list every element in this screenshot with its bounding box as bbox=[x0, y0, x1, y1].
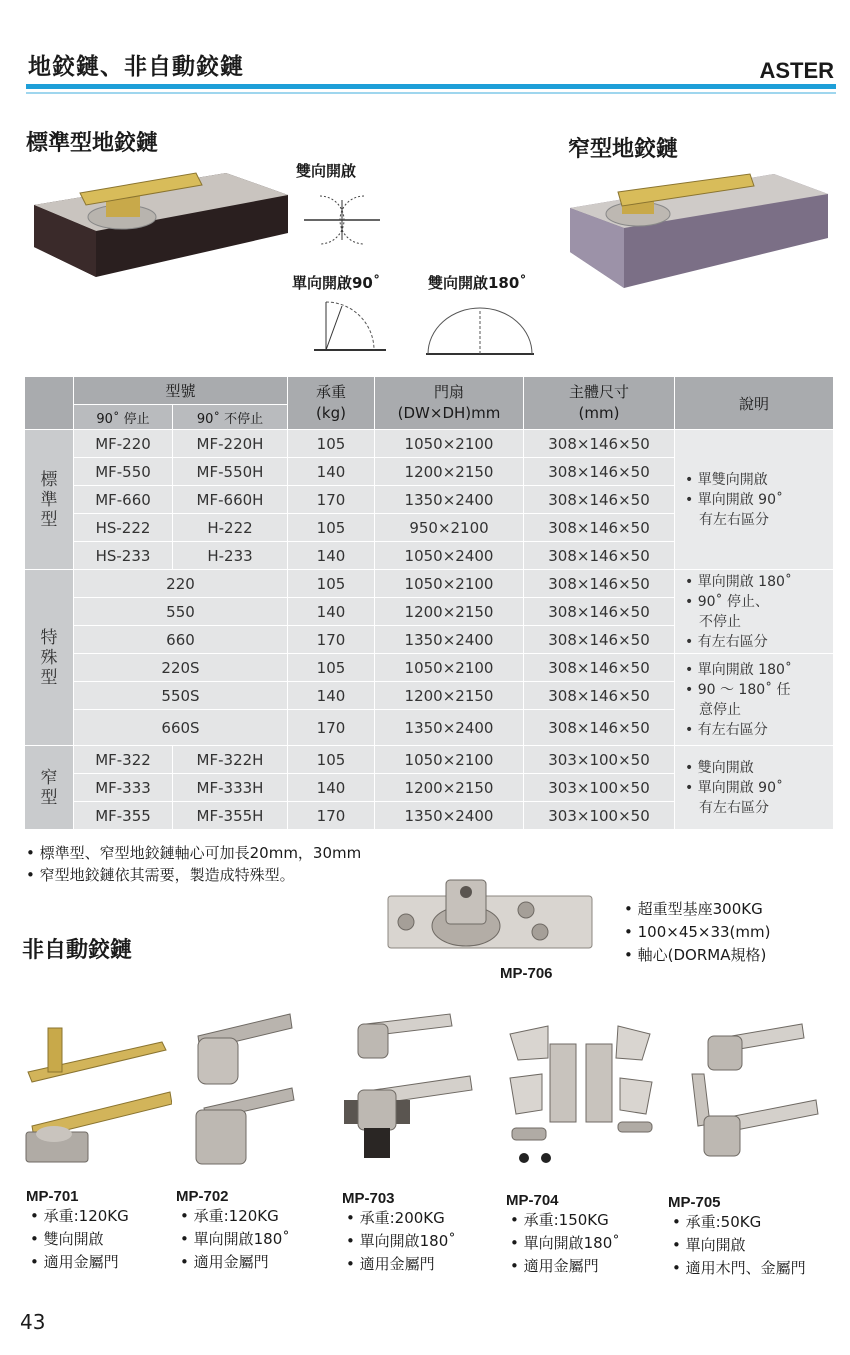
spec-line: • 適用金屬門 bbox=[30, 1253, 119, 1271]
cell: 140 bbox=[288, 774, 375, 802]
single-90-diagram bbox=[312, 298, 388, 358]
cell: HS-233 bbox=[74, 542, 173, 570]
mp705-image bbox=[684, 1016, 820, 1174]
spec-line: • 承重:120KG bbox=[30, 1207, 129, 1225]
note-line: • 單向開啟 90˚ bbox=[685, 779, 783, 796]
cell: 105 bbox=[288, 514, 375, 542]
note-line: • 90˚ 停止、 bbox=[685, 593, 769, 610]
cell: MF-322H bbox=[173, 746, 288, 774]
spec-line: • 適用木門、金屬門 bbox=[672, 1259, 806, 1277]
desc-header: 說明 bbox=[675, 377, 834, 430]
cell: MF-220H bbox=[173, 430, 288, 458]
spec-line: • 承重:50KG bbox=[672, 1213, 762, 1231]
note-line: 意停止 bbox=[699, 701, 741, 718]
cell: 308×146×50 bbox=[524, 598, 675, 626]
cell: 308×146×50 bbox=[524, 682, 675, 710]
mp703-image bbox=[340, 1010, 474, 1160]
cell: MF-333 bbox=[74, 774, 173, 802]
standard-hinge-title: 標準型地鉸鏈 bbox=[26, 131, 159, 156]
note-line: • 單向開啟 180˚ bbox=[685, 573, 792, 590]
cell: 308×146×50 bbox=[524, 486, 675, 514]
footnote-line: • 窄型地鉸鏈依其需要，製造成特殊型。 bbox=[26, 866, 295, 884]
cell: 303×100×50 bbox=[524, 774, 675, 802]
note-line: • 有左右區分 bbox=[685, 721, 768, 738]
table-row bbox=[25, 654, 834, 682]
stop-header: 90˚ 停止 bbox=[74, 405, 173, 430]
cell: HS-222 bbox=[74, 514, 173, 542]
note-special-2 bbox=[675, 654, 834, 746]
spec-line: • 單向開啟180˚ bbox=[346, 1232, 456, 1250]
note-line: 有左右區分 bbox=[699, 799, 769, 816]
spec-line: • 100×45×33(mm) bbox=[624, 923, 771, 941]
cell: 1050×2400 bbox=[375, 542, 524, 570]
spec-line: • 單向開啟180˚ bbox=[510, 1234, 620, 1252]
product-label: MP-701 bbox=[26, 1188, 79, 1205]
product-mp703 bbox=[342, 1190, 456, 1276]
group-narrow bbox=[25, 746, 74, 830]
spec-line: • 適用金屬門 bbox=[510, 1257, 599, 1275]
single-90-label: 單向開啟90˚ bbox=[292, 274, 381, 292]
cell: 308×146×50 bbox=[524, 570, 675, 598]
note-line: • 雙向開啟 bbox=[685, 759, 754, 776]
note-line: 有左右區分 bbox=[699, 511, 769, 528]
spec-line: • 適用金屬門 bbox=[346, 1255, 435, 1273]
group-standard-label: 標準型 bbox=[40, 469, 58, 530]
narrow-hinge-title: 窄型地鉸鏈 bbox=[568, 137, 679, 162]
cell: H-233 bbox=[173, 542, 288, 570]
cell: MF-355 bbox=[74, 802, 173, 830]
note-line: • 有左右區分 bbox=[685, 633, 768, 650]
product-mp704 bbox=[506, 1192, 620, 1278]
spec-table bbox=[24, 376, 834, 830]
mp704-image bbox=[508, 1024, 658, 1170]
spec-line: • 超重型基座300KG bbox=[624, 900, 763, 918]
cell: 1050×2100 bbox=[375, 654, 524, 682]
group-special bbox=[25, 570, 74, 746]
spec-line: • 單向開啟180˚ bbox=[180, 1230, 290, 1248]
model-header: 型號 bbox=[74, 377, 288, 405]
cell: 105 bbox=[288, 430, 375, 458]
cell: 105 bbox=[288, 570, 375, 598]
note-narrow bbox=[675, 746, 834, 830]
cell: 1350×2400 bbox=[375, 802, 524, 830]
cell: 1350×2400 bbox=[375, 626, 524, 654]
cell: 308×146×50 bbox=[524, 710, 675, 746]
cell: 140 bbox=[288, 458, 375, 486]
cell: 140 bbox=[288, 598, 375, 626]
table-row bbox=[25, 570, 834, 598]
note-line: • 單雙向開啟 bbox=[685, 471, 768, 488]
cell: 170 bbox=[288, 710, 375, 746]
mp706-image bbox=[386, 878, 594, 958]
cell: MF-322 bbox=[74, 746, 173, 774]
cell: 105 bbox=[288, 746, 375, 774]
cell: 660 bbox=[74, 626, 288, 654]
note-line: • 90 ～ 180˚ 任 bbox=[685, 681, 791, 698]
cell: 1050×2100 bbox=[375, 746, 524, 774]
cell: 1200×2150 bbox=[375, 682, 524, 710]
cell: MF-660 bbox=[74, 486, 173, 514]
cell: 220 bbox=[74, 570, 288, 598]
header-rule-light bbox=[26, 92, 836, 94]
cell: 1350×2400 bbox=[375, 486, 524, 514]
cell: 1050×2100 bbox=[375, 430, 524, 458]
cell: 1350×2400 bbox=[375, 710, 524, 746]
spec-line: • 承重:150KG bbox=[510, 1211, 609, 1229]
cell: 1200×2150 bbox=[375, 598, 524, 626]
spec-line: • 單向開啟 bbox=[672, 1236, 746, 1254]
spec-line: • 承重:120KG bbox=[180, 1207, 279, 1225]
footnotes bbox=[26, 842, 361, 886]
cell: 660S bbox=[74, 710, 288, 746]
note-standard bbox=[675, 430, 834, 570]
product-mp701 bbox=[26, 1188, 129, 1274]
footnote-line: • 標準型、窄型地鉸鏈軸心可加長20mm，30mm bbox=[26, 844, 362, 862]
cell: 550 bbox=[74, 598, 288, 626]
cell: MF-355H bbox=[173, 802, 288, 830]
double-swing-diagram bbox=[296, 188, 388, 252]
table-row bbox=[25, 430, 834, 458]
load-header: 承重 (kg) bbox=[288, 377, 375, 430]
page-number: 43 bbox=[20, 1310, 46, 1334]
product-mp702 bbox=[176, 1188, 290, 1274]
note-special-1 bbox=[675, 570, 834, 654]
narrow-hinge-image bbox=[568, 172, 830, 290]
product-label: MP-705 bbox=[668, 1194, 721, 1211]
cell: 308×146×50 bbox=[524, 458, 675, 486]
cell: MF-660H bbox=[173, 486, 288, 514]
cell: 303×100×50 bbox=[524, 802, 675, 830]
mp706-specs bbox=[624, 898, 770, 967]
spec-line: • 雙向開啟 bbox=[30, 1230, 104, 1248]
mp702-image bbox=[186, 1010, 296, 1178]
cell: MF-220 bbox=[74, 430, 173, 458]
nonauto-title: 非自動鉸鏈 bbox=[22, 938, 133, 963]
cell: 308×146×50 bbox=[524, 514, 675, 542]
cell: MF-333H bbox=[173, 774, 288, 802]
double-180-diagram bbox=[424, 306, 536, 360]
cell: 1050×2100 bbox=[375, 570, 524, 598]
cell: 170 bbox=[288, 486, 375, 514]
standard-hinge-image bbox=[26, 165, 288, 277]
brand-logo: ASTER bbox=[759, 58, 834, 83]
table-row bbox=[25, 746, 834, 774]
product-label: MP-704 bbox=[506, 1192, 559, 1209]
cell: H-222 bbox=[173, 514, 288, 542]
spec-line: • 適用金屬門 bbox=[180, 1253, 269, 1271]
cell: 220S bbox=[74, 654, 288, 682]
double-180-label: 雙向開啟180˚ bbox=[428, 274, 527, 292]
page-title: 地鉸鏈、非自動鉸鏈 bbox=[28, 54, 244, 80]
corner-cell bbox=[25, 377, 74, 430]
nostop-header: 90˚ 不停止 bbox=[173, 405, 288, 430]
note-line: 不停止 bbox=[699, 613, 741, 630]
spec-line: • 承重:200KG bbox=[346, 1209, 445, 1227]
group-standard bbox=[25, 430, 74, 570]
cell: 308×146×50 bbox=[524, 626, 675, 654]
mp706-label: MP-706 bbox=[500, 965, 553, 982]
cell: 303×100×50 bbox=[524, 746, 675, 774]
product-mp705 bbox=[668, 1194, 806, 1280]
spec-line: • 軸心(DORMA規格) bbox=[624, 946, 767, 964]
cell: MF-550 bbox=[74, 458, 173, 486]
cell: MF-550H bbox=[173, 458, 288, 486]
group-narrow-label: 窄型 bbox=[40, 767, 58, 808]
cell: 170 bbox=[288, 802, 375, 830]
cell: 170 bbox=[288, 626, 375, 654]
cell: 308×146×50 bbox=[524, 654, 675, 682]
mp701-image bbox=[22, 1016, 172, 1178]
body-header: 主體尺寸 (mm) bbox=[524, 377, 675, 430]
header-rule bbox=[26, 84, 836, 89]
cell: 140 bbox=[288, 682, 375, 710]
cell: 308×146×50 bbox=[524, 430, 675, 458]
cell: 1200×2150 bbox=[375, 458, 524, 486]
cell: 550S bbox=[74, 682, 288, 710]
group-special-label: 特殊型 bbox=[40, 627, 58, 688]
cell: 1200×2150 bbox=[375, 774, 524, 802]
cell: 950×2100 bbox=[375, 514, 524, 542]
note-line: • 單向開啟 180˚ bbox=[685, 661, 792, 678]
door-header: 門扇 (DW×DH)mm bbox=[375, 377, 524, 430]
cell: 105 bbox=[288, 654, 375, 682]
cell: 140 bbox=[288, 542, 375, 570]
double-swing-label: 雙向開啟 bbox=[296, 162, 357, 180]
product-label: MP-703 bbox=[342, 1190, 395, 1207]
product-label: MP-702 bbox=[176, 1188, 229, 1205]
cell: 308×146×50 bbox=[524, 542, 675, 570]
note-line: • 單向開啟 90˚ bbox=[685, 491, 783, 508]
